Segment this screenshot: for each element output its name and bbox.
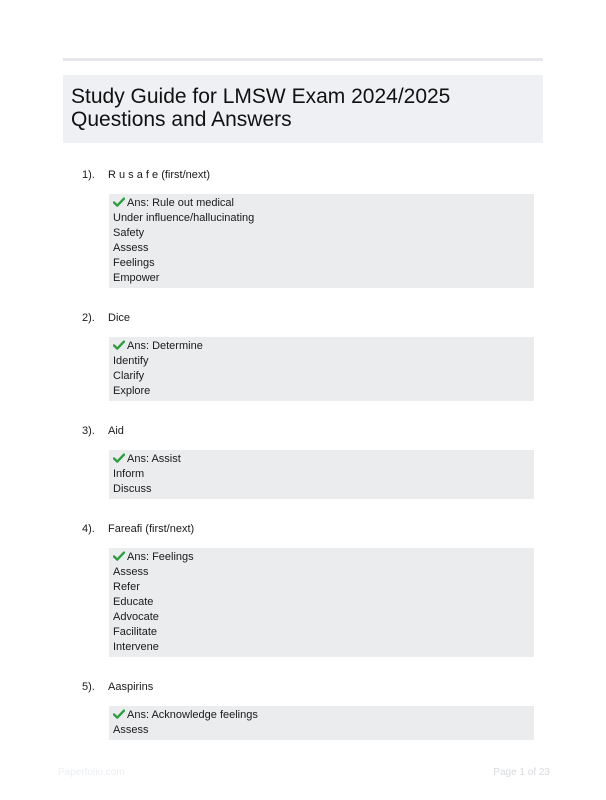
answer-line <box>113 196 530 211</box>
answer-box <box>109 194 534 288</box>
question-text: R u s a f e (first/next) <box>108 169 211 181</box>
check-icon <box>113 340 125 350</box>
answer-text: Ans: Determine <box>127 340 203 352</box>
answer-box <box>109 548 534 657</box>
answer-detail-line: Safety <box>113 227 145 239</box>
question-text: Aid <box>108 425 124 437</box>
question-block <box>82 678 535 740</box>
question-text: Aaspirins <box>108 681 154 693</box>
answer-detail-line: Intervene <box>113 641 159 653</box>
question-block <box>82 422 535 499</box>
answer-detail-line: Identify <box>113 355 149 367</box>
page-number: Page 1 of 23 <box>493 767 550 778</box>
answer-detail-line: Advocate <box>113 611 159 623</box>
answer-line <box>113 452 530 467</box>
check-icon <box>113 709 125 719</box>
document-title: Study Guide for LMSW Exam 2024/2025 Questions and Answers <box>71 85 451 131</box>
answer-line <box>113 550 530 565</box>
answer-detail-line: Inform <box>113 468 145 480</box>
check-icon <box>113 551 125 561</box>
check-icon <box>113 453 125 463</box>
answer-detail-line: Clarify <box>113 370 145 382</box>
question-header <box>82 422 535 440</box>
question-number: 2). <box>82 312 95 324</box>
question-header <box>82 520 535 538</box>
answer-detail-line: Educate <box>113 596 154 608</box>
question-text: Fareafi (first/next) <box>108 523 195 535</box>
question-header <box>82 166 535 184</box>
answer-detail-line: Facilitate <box>113 626 158 638</box>
question-text: Dice <box>108 312 131 324</box>
answer-detail-line: Discuss <box>113 483 152 495</box>
title-banner <box>63 75 543 143</box>
answer-detail-line: Assess <box>113 566 149 578</box>
question-number: 3). <box>82 425 95 437</box>
answer-text: Ans: Assist <box>127 453 181 465</box>
check-icon <box>113 197 125 207</box>
answer-box <box>109 706 534 740</box>
answer-box <box>109 450 534 499</box>
answer-detail-line: Under influence/hallucinating <box>113 212 255 224</box>
answer-box <box>109 337 534 401</box>
answer-text: Ans: Feelings <box>127 551 194 563</box>
answer-line <box>113 708 530 723</box>
question-header <box>82 678 535 696</box>
top-divider <box>63 58 543 61</box>
question-block <box>82 309 535 401</box>
answer-line <box>113 339 530 354</box>
question-number: 4). <box>82 523 95 535</box>
answer-text: Ans: Acknowledge feelings <box>127 709 258 721</box>
question-block <box>82 166 535 288</box>
answer-detail-line: Refer <box>113 581 140 593</box>
answer-text: Ans: Rule out medical <box>127 197 234 209</box>
answer-detail-line: Feelings <box>113 257 155 269</box>
answer-detail-line: Explore <box>113 385 151 397</box>
answer-detail-line: Assess <box>113 724 149 736</box>
answer-detail-line: Empower <box>113 272 160 284</box>
question-block <box>82 520 535 657</box>
question-number: 5). <box>82 681 95 693</box>
answer-detail-line: Assess <box>113 242 149 254</box>
footer-watermark: Paperfolio.com <box>58 767 125 778</box>
question-header <box>82 309 535 327</box>
question-number: 1). <box>82 169 95 181</box>
